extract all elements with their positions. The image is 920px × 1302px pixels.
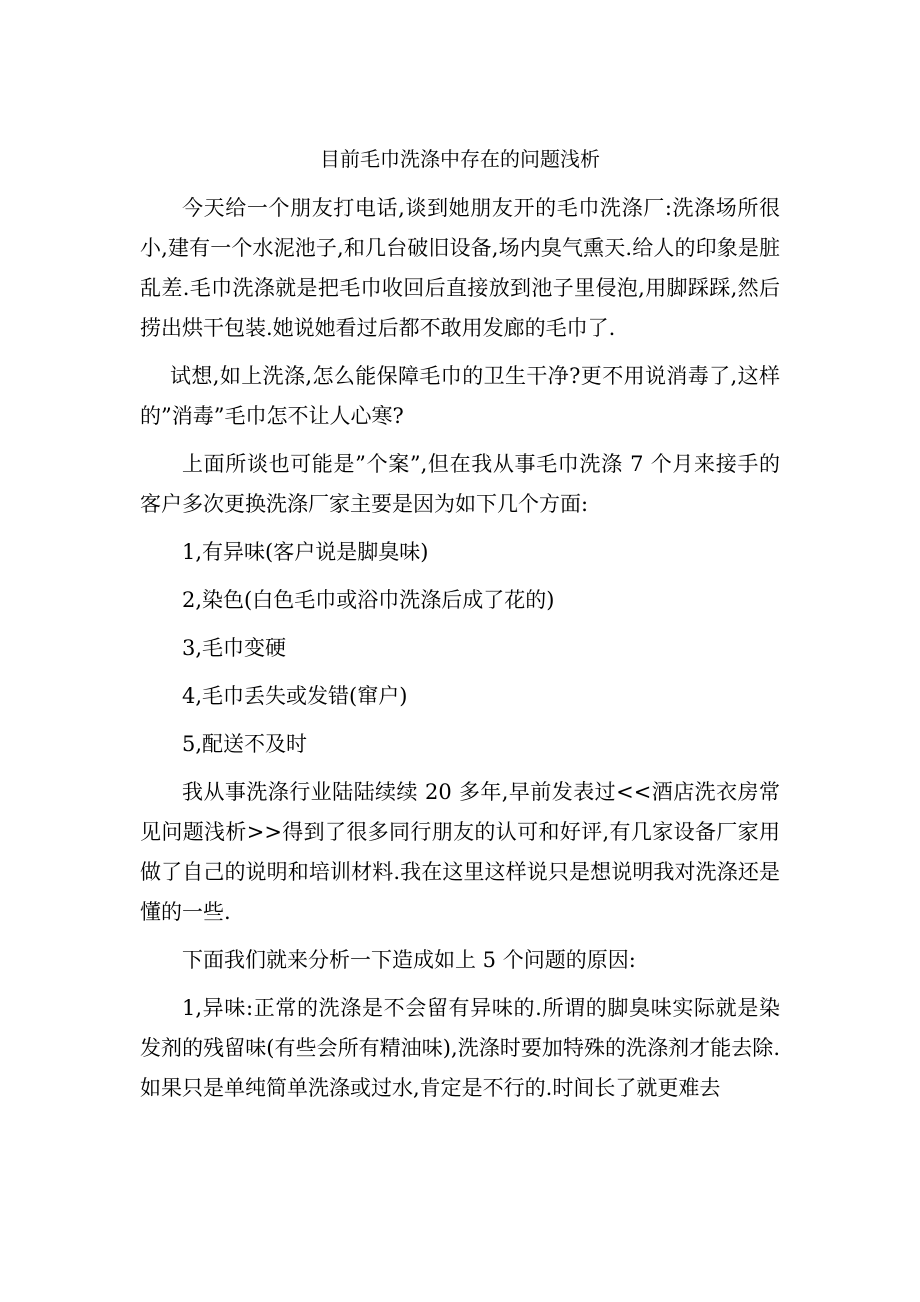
paragraph-question: 试想,如上洗涤,怎么能保障毛巾的卫生干净?更不用说消毒了,这样的”消毒”毛巾怎不让人心寒? [140,364,780,428]
paragraph-experience: 我从事洗涤行业陆陆续续 20 多年,早前发表过<<酒店洗衣房常见问题浅析>>得到了很多同行朋友的认可和好评,有几家设备厂家用做了自己的说明和培训材料.我在这里这样说只是想说明我对洗涤还是懂的一些. [140,780,780,924]
paragraph-intro: 今天给一个朋友打电话,谈到她朋友开的毛巾洗涤厂:洗涤场所很小,建有一个水泥池子,和几台破旧设备,场内臭气熏天.给人的印象是脏乱差.毛巾洗涤就是把毛巾收回后直接放到池子里侵泡,用脚踩踩,然后捞出烘干包装.她说她看过后都不敢用发廊的毛巾了. [140,196,780,340]
list-item: 4,毛巾丢失或发错(窜户) [182,684,408,708]
document-body [140,188,780,1116]
document-title: 目前毛巾洗涤中存在的问题浅析 [320,147,600,171]
list-item: 2,染色(白色毛巾或浴巾洗涤后成了花的) [182,588,555,612]
list-item: 1,有异味(客户说是脚臭味) [182,540,429,564]
paragraph-case: 上面所谈也可能是”个案”,但在我从事毛巾洗涤 7 个月来接手的客户多次更换洗涤厂家主要是因为如下几个方面: [140,452,780,516]
paragraph-odor-analysis: 1,异味:正常的洗涤是不会留有异味的.所谓的脚臭味实际就是染发剂的残留味(有些会所有精油味),洗涤时要加特殊的洗涤剂才能去除.如果只是单纯简单洗涤或过水,肯定是不行的.时间长了就更难去 [140,996,780,1100]
list-item: 3,毛巾变硬 [182,636,287,660]
problem-list [140,532,780,764]
paragraph-analysis-intro: 下面我们就来分析一下造成如上 5 个问题的原因: [182,948,636,972]
list-item: 5,配送不及时 [182,732,308,756]
